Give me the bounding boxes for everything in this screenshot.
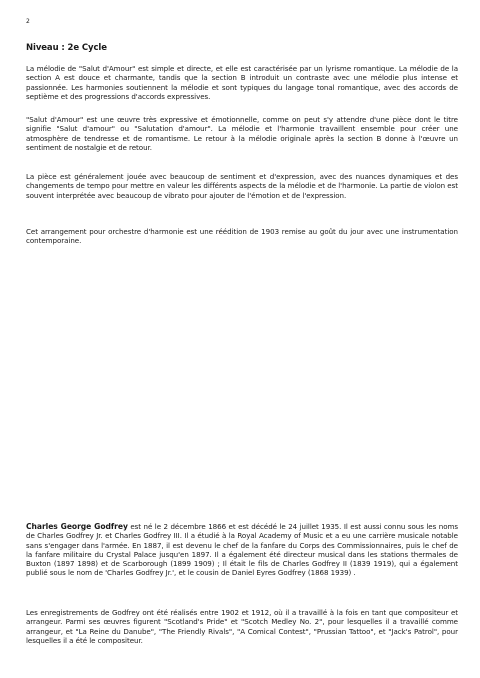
paragraph-performance: La pièce est généralement jouée avec beaucoup de sentiment et d'expression, avec des nuances dynamiques et des changements de tempo pour mettre en valeur les différents aspects de la mélodie et de l'harmonie. La partie de violon est souvent interprétée avec beaucoup de vibrato pour ajouter de l'émotion et de l'expression. bbox=[26, 172, 458, 200]
page-number: 2 bbox=[26, 18, 30, 25]
paragraph-expression: "Salut d'Amour" est une œuvre très expressive et émotionnelle, comme on peut s'y attendre d'une pièce dont le titre signifie "Salut d'amour" ou "Salutation d'amour". La mélodie et l'harmonie travaillent ensemble pour créer une atmosphère de tendresse et de romantisme. Le retour à la mélodie originale après la section B donne à l'œuvre un sentiment de nostalgie et de retour. bbox=[26, 115, 458, 152]
biography-text: est né le 2 décembre 1866 et est décédé le 24 juillet 1935. Il est aussi connu sous les noms de Charles Godfrey Jr. et Charles Godfrey III. Il a étudié à la Royal Academy of Music et a eu une carrière musicale notable sans s'engager dans l'armée. En 1887, il est devenu le chef de la fanfare du Corps des Commissionnaires, puis le chef de la fanfare militaire du Crystal Palace jusqu'en 1897. Il a également été directeur musical dans les stations thermales de Buxton (1897 1898) et de Scarborough (1899 1909) ; Il était le fils de Charles Godfrey II (1839 1919), qui a également publié sous le nom de 'Charles Godfrey Jr.', et le cousin de Daniel Eyres Godfrey (1868 1939) . bbox=[26, 522, 458, 578]
paragraph-recordings: Les enregistrements de Godfrey ont été réalisés entre 1902 et 1912, où il a travaillé à la fois en tant que compositeur et arrangeur. Parmi ses œuvres figurent "Scotland's Pride" et "Scotch Medley No. 2", pour lesquelles il a travaillé comme arrangeur, et "La Reine du Danube", "The Friendly Rivals", "A Comical Contest", "Prussian Tattoo", et "Jack's Patrol", pour lesquelles il a été le compositeur. bbox=[26, 608, 458, 645]
paragraph-arrangement: Cet arrangement pour orchestre d'harmonie est une réédition de 1903 remise au goût du jour avec une instrumentation contemporaine. bbox=[26, 227, 458, 246]
composer-name: Charles George Godfrey bbox=[26, 522, 128, 531]
paragraph-melody: La mélodie de "Salut d'Amour" est simple et directe, et elle est caractérisée par un lyrisme romantique. La mélodie de la section A est douce et charmante, tandis que la section B introduit un contraste avec une mélodie plus intense et passionnée. Les harmonies soutiennent la mélodie et sont typiques du langage tonal romantique, avec des accords de septième et des progressions d'accords expressives. bbox=[26, 64, 458, 101]
level-heading: Niveau : 2e Cycle bbox=[26, 43, 107, 53]
paragraph-biography bbox=[26, 522, 458, 578]
